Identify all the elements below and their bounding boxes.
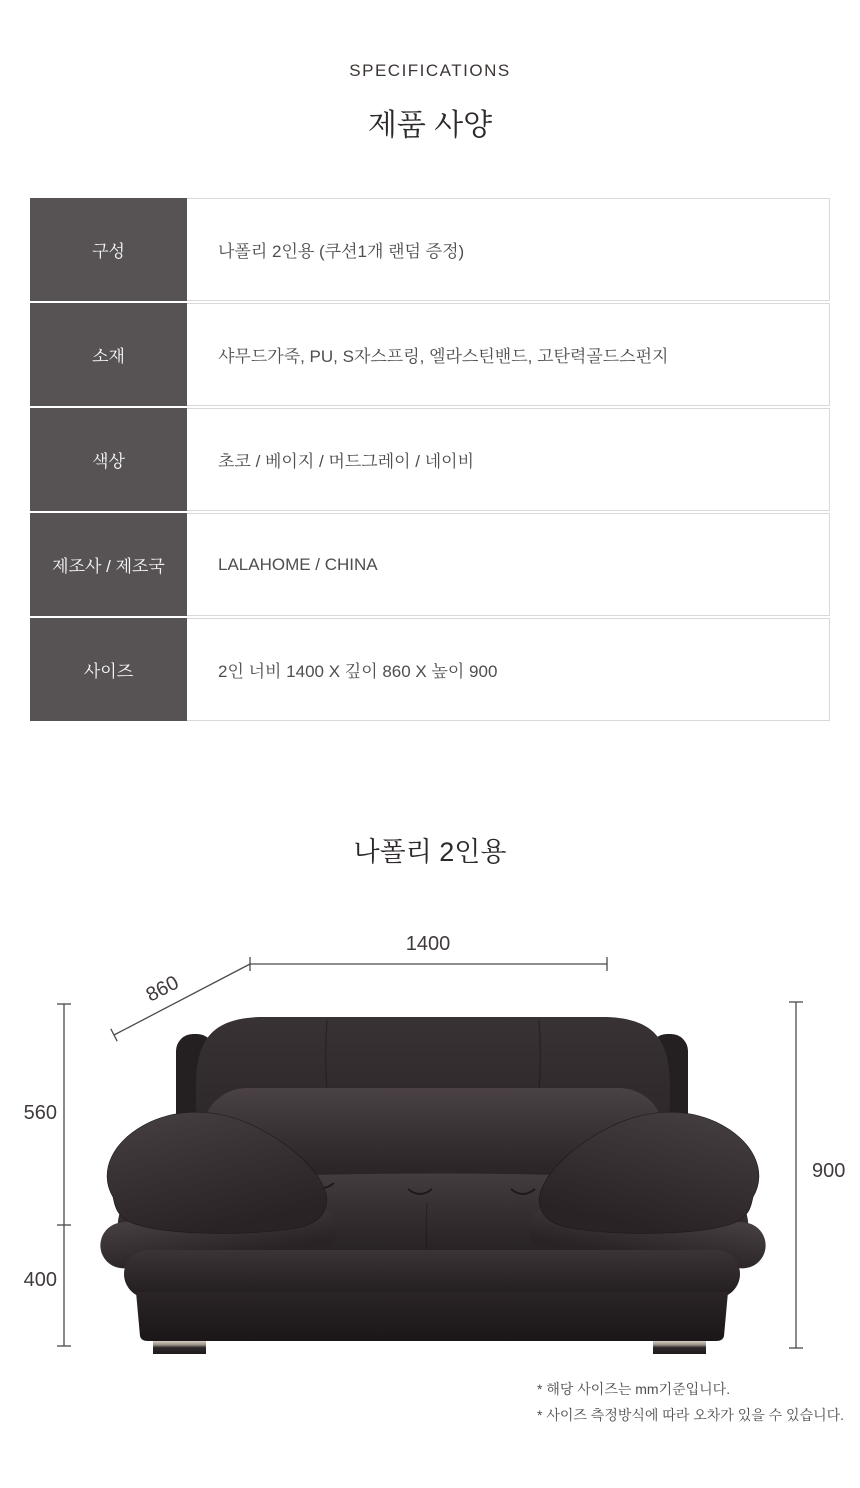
sofa-illustration bbox=[98, 1017, 767, 1354]
spec-value: 초코 / 베이지 / 머드그레이 / 네이비 bbox=[187, 408, 830, 511]
sofa-base bbox=[136, 1292, 728, 1341]
spec-row-composition bbox=[30, 198, 830, 301]
product-title: 나폴리 2인용 bbox=[353, 837, 507, 867]
dim-total-height-label: 900 bbox=[812, 1160, 846, 1182]
sofa-right-foot bbox=[653, 1341, 706, 1354]
spec-row-manufacturer bbox=[30, 513, 830, 616]
spec-value: LALAHOME / CHINA bbox=[187, 513, 830, 616]
spec-row-color bbox=[30, 408, 830, 511]
spec-label: 구성 bbox=[30, 198, 187, 301]
page-title: 제품 사양 bbox=[367, 109, 493, 142]
spec-label: 소재 bbox=[30, 303, 187, 406]
sofa-left-foot bbox=[153, 1341, 206, 1354]
spec-value: 샤무드가죽, PU, S자스프링, 엘라스틴밴드, 고탄력골드스펀지 bbox=[187, 303, 830, 406]
footnotes bbox=[537, 1376, 844, 1428]
dim-back-height-label: 560 bbox=[23, 1102, 57, 1124]
dim-width-label: 1400 bbox=[405, 933, 451, 955]
footnote-tolerance: * 사이즈 측정방식에 따라 오차가 있을 수 있습니다. bbox=[537, 1407, 845, 1423]
spec-value: 나폴리 2인용 (쿠션1개 랜덤 증정) bbox=[187, 198, 830, 301]
spec-label: 제조사 / 제조국 bbox=[30, 513, 187, 616]
spec-label: 사이즈 bbox=[30, 618, 187, 721]
footnote-mm-basis: * 해당 사이즈는 mm기준입니다. bbox=[537, 1381, 731, 1397]
spec-table bbox=[30, 198, 830, 723]
spec-row-size bbox=[30, 618, 830, 721]
sofa-front-rail bbox=[124, 1250, 740, 1298]
dimension-diagram bbox=[0, 920, 860, 1390]
sofa-dimension-drawing bbox=[0, 920, 860, 1390]
dim-base-height-label: 400 bbox=[23, 1269, 57, 1291]
specifications-eyebrow: SPECIFICATIONS bbox=[349, 61, 511, 80]
spec-label: 색상 bbox=[30, 408, 187, 511]
spec-value: 2인 너비 1400 X 깊이 860 X 높이 900 bbox=[187, 618, 830, 721]
dim-depth-label: 860 bbox=[142, 971, 183, 1007]
spec-row-material bbox=[30, 303, 830, 406]
